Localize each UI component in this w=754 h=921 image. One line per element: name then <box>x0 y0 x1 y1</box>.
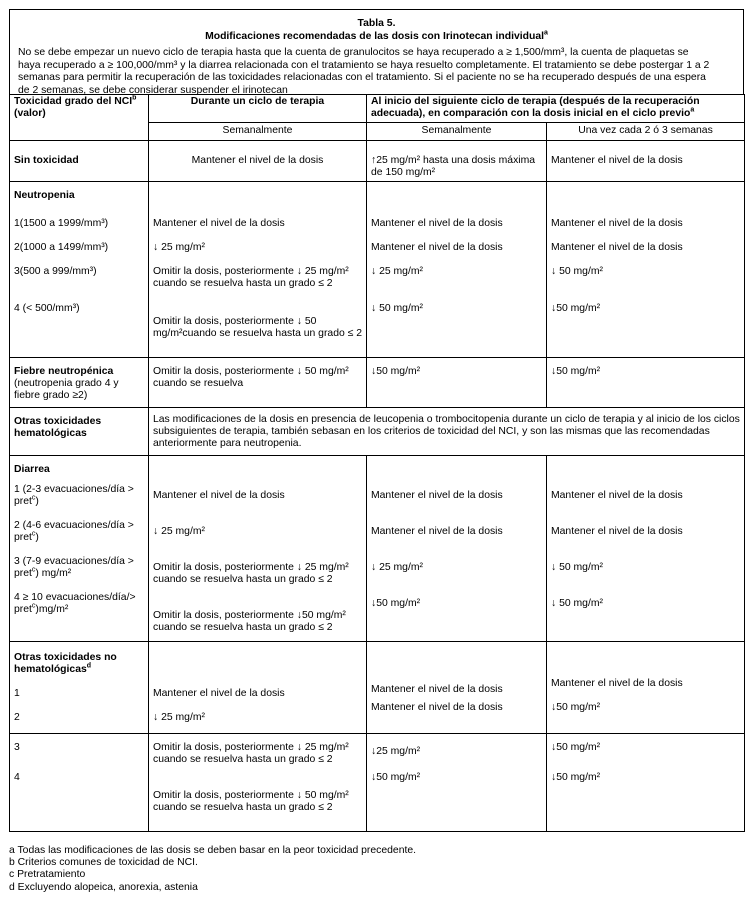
footnote: d Excluyendo alopeica, anorexia, astenia <box>9 881 198 893</box>
cell: Mantener el nivel de la dosis <box>371 702 503 713</box>
cell-group <box>547 182 745 358</box>
dose-table <box>9 94 745 832</box>
cell: Mantener el nivel de la dosis <box>551 218 683 229</box>
cell: ↓ 50 mg/m² <box>551 562 603 573</box>
grade: 3 (7-9 evacuaciones/día > pret$^c$) mg/m² <box>14 556 134 579</box>
row-diarrea <box>10 456 745 642</box>
grade: 3(500 a 999/mm³) <box>14 266 97 277</box>
cell: Omitir la dosis, posteriormente ↓50 mg/m² cuando se resuelva hasta un grado ≤ 2 <box>153 610 346 633</box>
row-grades-3-4 <box>10 734 745 832</box>
header-next-cycle: Al inicio del siguiente ciclo de terapia (después de la recuperación adecuada), en comparación con la dosis inicial en el ciclo previo$^a$ <box>367 95 745 123</box>
intro-line: haya recuperado a ≥ 100,000/mm³ y la diarrea relacionada con el tratamiento se haya resuelto completamente. El tratamiento se debe postergar 1 a 2 <box>18 59 710 71</box>
row-fiebre <box>10 358 745 408</box>
cell: Omitir la dosis, posteriormente ↓ 25 mg/m² cuando se resuelva hasta un grado ≤ 2 <box>153 742 349 765</box>
row-label-group <box>10 642 149 734</box>
cell: Mantener el nivel de la dosis <box>371 526 503 537</box>
cell: ↓50 mg/m² <box>371 772 421 783</box>
row-label-group <box>10 456 149 642</box>
header-toxicity: Toxicidad grado del NCI$^b$ (valor) <box>10 95 149 141</box>
intro-paragraph <box>10 43 743 97</box>
cell: Mantener el nivel de la dosis <box>371 490 503 501</box>
cell: ↓50 mg/m² <box>551 742 601 753</box>
cell: Omitir la dosis, posteriormente ↓ 50 mg/m²cuando se resuelva hasta un grado ≤ 2 <box>153 316 363 339</box>
cell-merged: Las modificaciones de la dosis en presencia de leucopenia o trombocitopenia durante un ciclo de terapia y al inicio de los ciclos subsiguientes de terapia, también sebasan en los criterios de toxicidad del NCI, y son las mismas que las recomendadas anteriormente para neutropenia. <box>149 408 745 456</box>
cell: ↓ 25 mg/m² <box>153 526 205 537</box>
cell: Mantener el nivel de la dosis <box>551 242 683 253</box>
cell: Mantener el nivel de la dosis <box>149 141 367 182</box>
cell: Omitir la dosis, posteriormente ↓ 50 mg/m² cuando se resuelva <box>149 358 367 408</box>
cell: ↓50 mg/m² <box>371 598 421 609</box>
grade: 1(1500 a 1999/mm³) <box>14 218 109 229</box>
intro-line: semanas para permitir la recuperación de las toxicidades relacionadas con el tratamiento. Si el paciente no se ha recuperado después de una espera <box>18 72 706 84</box>
cell-group <box>367 642 547 734</box>
cell-group <box>367 734 547 832</box>
row-otras-no-hematologicas <box>10 642 745 734</box>
cell-group <box>547 456 745 642</box>
row-label: Sin toxicidad <box>10 141 149 182</box>
cell: ↓50 mg/m² <box>551 303 601 314</box>
cell: ↓ 50 mg/m² <box>371 303 423 314</box>
grade: 2 <box>14 712 20 723</box>
cell: Omitir la dosis, posteriormente ↓ 25 mg/m² cuando se resuelva hasta un grado ≤ 2 <box>153 562 349 585</box>
cell-group <box>149 642 367 734</box>
grade: 2 (4-6 evacuaciones/día > pret$^c$) <box>14 520 134 543</box>
cell: Mantener el nivel de la dosis <box>153 688 285 699</box>
table-number: Tabla 5. <box>357 18 396 29</box>
cell: Omitir la dosis, posteriormente ↓ 25 mg/m² cuando se resuelva hasta un grado ≤ 2 <box>153 266 349 289</box>
cell-group <box>149 182 367 358</box>
footnote: a Todas las modificaciones de las dosis se deben basar en la peor toxicidad precedente. <box>9 845 417 856</box>
row-label: Neutropenia <box>14 190 75 201</box>
cell: Mantener el nivel de la dosis <box>153 490 285 501</box>
row-label: Diarrea <box>14 464 50 475</box>
row-label-group <box>10 734 149 832</box>
cell: ↓50 mg/m² <box>551 702 601 713</box>
table-title <box>10 10 743 43</box>
row-label-group <box>10 358 149 408</box>
row-label: Otras toxicidades no hematológicas$^d$ <box>14 652 117 675</box>
cell-group <box>149 456 367 642</box>
cell: Mantener el nivel de la dosis <box>551 678 683 689</box>
subheader-weekly: Semanalmente <box>149 123 367 141</box>
grade: 4 <box>14 772 20 783</box>
grade: 1 <box>14 688 20 699</box>
footnote: b Criterios comunes de toxicidad de NCI. <box>9 857 198 869</box>
subheader-every-2-3-weeks: Una vez cada 2 ó 3 semanas <box>547 123 745 141</box>
cell: ↓ 25 mg/m² <box>371 266 423 277</box>
grade: 4 (< 500/mm³) <box>14 303 80 314</box>
cell: Mantener el nivel de la dosis <box>153 218 285 229</box>
table-header-frame <box>9 9 744 95</box>
footnotes <box>9 845 416 894</box>
grade: 1 (2-3 evacuaciones/día > pret$^c$) <box>14 484 134 507</box>
table-caption: Modificaciones recomendadas de las dosis con Irinotecan individual$^a$ <box>205 29 548 42</box>
intro-line: No se debe empezar un nuevo ciclo de terapia hasta que la cuenta de granulocitos se haya recuperado a ≥ 1,500/mm³, la cuenta de plaquetas se <box>18 47 689 58</box>
row-sin-toxicidad <box>10 141 745 182</box>
grade: 4 ≥ 10 evacuaciones/día/> pret$^c$)mg/m² <box>14 592 136 615</box>
cell: ↓50 mg/m² <box>547 358 745 408</box>
row-note: (neutropenia grado 4 y fiebre grado ≥2) <box>14 378 119 401</box>
cell: ↓ 50 mg/m² <box>551 266 603 277</box>
subheader-weekly: Semanalmente <box>367 123 547 141</box>
cell-group <box>149 734 367 832</box>
row-otras-hematologicas <box>10 408 745 456</box>
cell: Mantener el nivel de la dosis <box>371 242 503 253</box>
cell-group <box>367 456 547 642</box>
grade: 2(1000 a 1499/mm³) <box>14 242 109 253</box>
cell-group <box>367 182 547 358</box>
row-label: Otras toxicidades hematológicas <box>10 408 149 456</box>
cell: Mantener el nivel de la dosis <box>547 141 745 182</box>
cell: ↑25 mg/m² hasta una dosis máxima de 150 mg/m² <box>367 141 547 182</box>
row-neutropenia <box>10 182 745 358</box>
cell: Mantener el nivel de la dosis <box>551 526 683 537</box>
row-label-group <box>10 182 149 358</box>
cell-group <box>547 642 745 734</box>
header-row <box>10 95 745 123</box>
cell: ↓ 50 mg/m² <box>551 598 603 609</box>
cell: Mantener el nivel de la dosis <box>371 218 503 229</box>
cell: Mantener el nivel de la dosis <box>551 490 683 501</box>
cell: ↓50 mg/m² <box>551 772 601 783</box>
cell: ↓50 mg/m² <box>367 358 547 408</box>
cell: Omitir la dosis, posteriormente ↓ 50 mg/m² cuando se resuelva hasta un grado ≤ 2 <box>153 790 349 813</box>
row-label: Fiebre neutropénica <box>14 366 114 377</box>
cell: Mantener el nivel de la dosis <box>371 684 503 695</box>
footnote: c Pretratamiento <box>9 869 86 881</box>
cell-group <box>547 734 745 832</box>
cell: ↓25 mg/m² <box>371 746 421 757</box>
cell: ↓ 25 mg/m² <box>153 242 205 253</box>
header-during-cycle: Durante un ciclo de terapia <box>149 95 367 123</box>
cell: ↓ 25 mg/m² <box>153 712 205 723</box>
grade: 3 <box>14 742 20 753</box>
cell: ↓ 25 mg/m² <box>371 562 423 573</box>
intro-line: de 2 semanas, se debe considerar suspender el irinotecan <box>18 84 288 96</box>
